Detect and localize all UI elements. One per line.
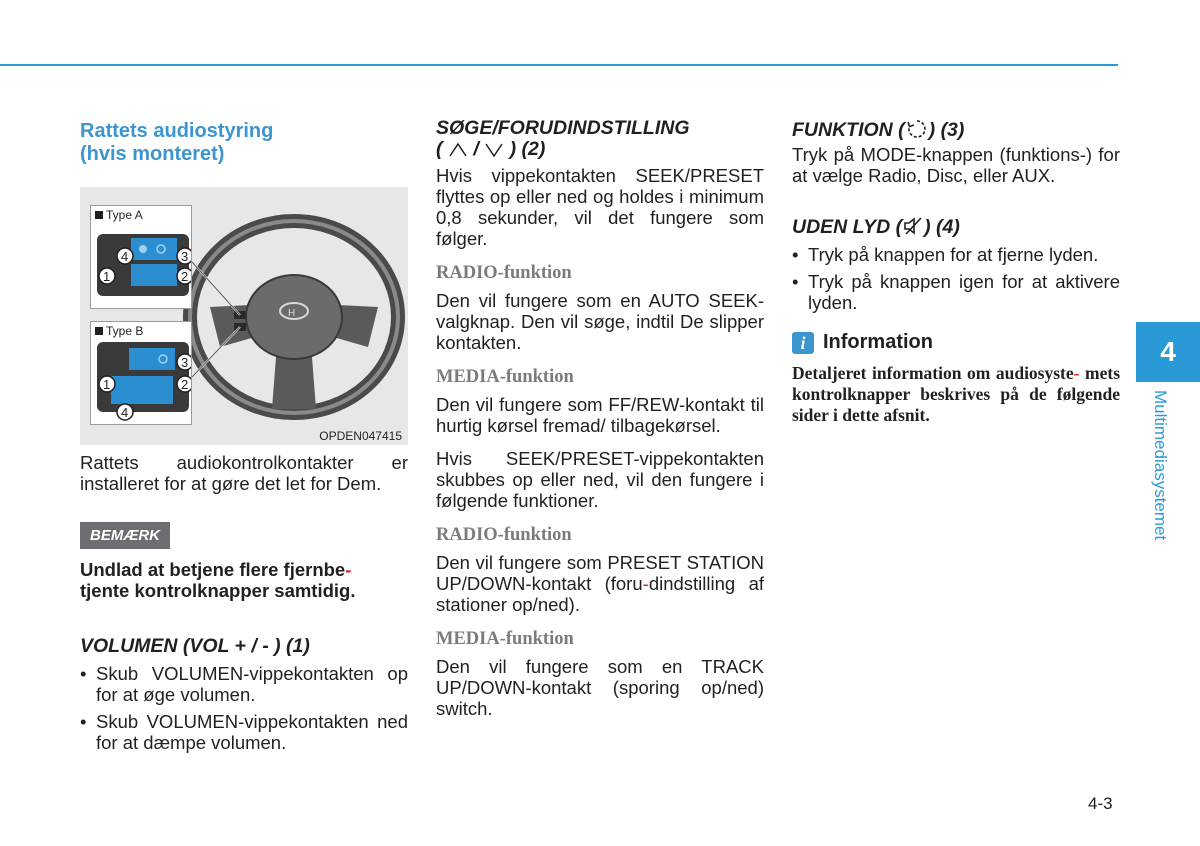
list-item-text: Tryk på knappen igen for at aktivere lyden. bbox=[808, 271, 1120, 313]
mute-icon bbox=[902, 215, 924, 237]
radio-function-text-2 bbox=[436, 552, 764, 615]
seek-heading-close: ) (2) bbox=[509, 138, 546, 160]
page-number: 4-3 bbox=[1088, 794, 1113, 813]
seek-heading bbox=[436, 118, 764, 160]
function-heading bbox=[792, 118, 1120, 141]
seek-intro: Hvis vippekontakten SEEK/PRESET flyttes op eller ned og holdes i minimum 0,8 sekunder, vil det fungere som følger. bbox=[436, 165, 764, 249]
info-hyphen: - bbox=[1073, 363, 1080, 383]
info-text-b: mets kontrolknapper beskrives på de følgende sider i dette afsnit. bbox=[792, 363, 1121, 425]
function-heading-a: FUNKTION ( bbox=[792, 119, 905, 141]
chevron-down-icon bbox=[484, 141, 504, 159]
section-title bbox=[80, 120, 408, 166]
function-text: Tryk på MODE-knappen (funktions-) for at vælge Radio, Disc, eller AUX. bbox=[792, 144, 1120, 186]
media-function-text: Den vil fungere som FF/REW-kontakt til hurtig kørsel fremad/ tilbagekørsel. bbox=[436, 394, 764, 436]
radio-function-text-2b: dindstilling af stationer op/ned). bbox=[436, 573, 764, 615]
radio-function-text-2a: Den vil fungere som PRESET STATION UP/DOWN-kontakt (foru bbox=[436, 552, 764, 594]
header-rule bbox=[0, 64, 1118, 66]
mute-heading-a: UDEN LYD ( bbox=[792, 216, 903, 238]
seek-heading-sep: / bbox=[473, 138, 479, 160]
function-heading-b: ) (3) bbox=[928, 119, 965, 141]
callout-2-b: 2 bbox=[181, 377, 189, 392]
info-text-a: Detaljeret information om audiosyste bbox=[792, 363, 1074, 383]
media-function-heading-2: MEDIA-funktion bbox=[436, 629, 574, 649]
volume-bullets bbox=[80, 663, 408, 753]
radio-function-text: Den vil fungere som en AUTO SEEK-valgknap. Den vil søge, indtil De slipper kontakten. bbox=[436, 290, 764, 353]
chevron-up-icon bbox=[448, 141, 468, 159]
mute-bullets bbox=[792, 244, 1120, 313]
section-title-line1: Rattets audiostyring bbox=[80, 120, 274, 142]
volume-heading: VOLUMEN (VOL + / - ) (1) bbox=[80, 635, 310, 657]
column-left bbox=[80, 118, 408, 759]
callout-3-a: 3 bbox=[181, 249, 189, 264]
list-item: • Skub VOLUMEN-vippekontakten ned for at dæmpe volumen. bbox=[80, 711, 408, 753]
chapter-label-text: Multimediasystemet bbox=[1151, 390, 1170, 541]
note-text-line2: tjente kontrolknapper samtidig. bbox=[80, 580, 356, 601]
svg-text:H: H bbox=[288, 308, 296, 319]
figure-caption: OPDEN047415 bbox=[319, 429, 402, 443]
column-right bbox=[792, 118, 1120, 426]
seek-heading-line2 bbox=[436, 139, 764, 160]
seek-paragraph-2: Hvis SEEK/PRESET-vippekontakten skubbes op eller ned, vil den fungere i følgende funktioner. bbox=[436, 448, 764, 511]
control-panel-a-illustration bbox=[91, 206, 191, 306]
list-item-text: Skub VOLUMEN-vippekontakten ned for at dæmpe volumen. bbox=[96, 711, 408, 753]
callout-1-b: 1 bbox=[103, 377, 111, 392]
mute-heading bbox=[792, 215, 1120, 238]
chapter-tab: 4 bbox=[1136, 322, 1200, 382]
callout-4-a: 4 bbox=[121, 249, 129, 264]
callout-3-b: 3 bbox=[181, 355, 189, 370]
inset-type-a bbox=[90, 205, 192, 309]
list-item: • Skub VOLUMEN-vippekontakten op for at øge volumen. bbox=[80, 663, 408, 705]
inset-type-a-text: Type A bbox=[106, 208, 143, 222]
seek-heading-open: ( bbox=[436, 138, 443, 160]
intro-text: Rattets audiokontrolkontakter er installeret for at gøre det let for Dem. bbox=[80, 452, 408, 494]
radio-function-heading: RADIO-funktion bbox=[436, 263, 572, 283]
steering-wheel-figure bbox=[80, 187, 408, 445]
chapter-label bbox=[1138, 390, 1182, 560]
note-badge: BEMÆRK bbox=[80, 522, 170, 549]
media-function-text-2: Den vil fungere som en TRACK UP/DOWN-kontakt (sporing op/ned) switch. bbox=[436, 656, 764, 719]
radio-function-hyphen: - bbox=[642, 573, 649, 594]
list-item-text: Skub VOLUMEN-vippekontakten op for at øge volumen. bbox=[96, 663, 408, 705]
callout-4-b: 4 bbox=[121, 405, 129, 420]
list-item: • Tryk på knappen for at fjerne lyden. bbox=[792, 244, 1099, 265]
info-title: Information bbox=[823, 331, 933, 353]
callout-1-a: 1 bbox=[103, 269, 111, 284]
callout-2-a: 2 bbox=[181, 269, 189, 284]
media-function-heading: MEDIA-funktion bbox=[436, 367, 574, 387]
section-title-line2: (hvis monteret) bbox=[80, 143, 225, 165]
seek-heading-line1: SØGE/FORUDINDSTILLING bbox=[436, 117, 690, 139]
note-text bbox=[80, 559, 408, 601]
list-item: • Tryk på knappen igen for at aktivere lyden. bbox=[792, 271, 1120, 313]
note-hyphen: - bbox=[345, 559, 352, 580]
control-panel-b-illustration bbox=[91, 322, 191, 422]
info-icon: i bbox=[792, 332, 814, 354]
note-text-line1: Undlad at betjene flere fjernbe bbox=[80, 559, 346, 580]
column-middle bbox=[436, 118, 764, 719]
inset-type-b bbox=[90, 321, 192, 425]
list-item-text: Tryk på knappen for at fjerne lyden. bbox=[808, 244, 1099, 265]
radio-function-heading-2: RADIO-funktion bbox=[436, 525, 572, 545]
info-text bbox=[792, 363, 1120, 426]
information-box bbox=[792, 331, 1120, 354]
mute-heading-b: ) (4) bbox=[924, 216, 960, 238]
inset-type-b-text: Type B bbox=[106, 324, 144, 338]
mode-icon bbox=[905, 118, 929, 140]
